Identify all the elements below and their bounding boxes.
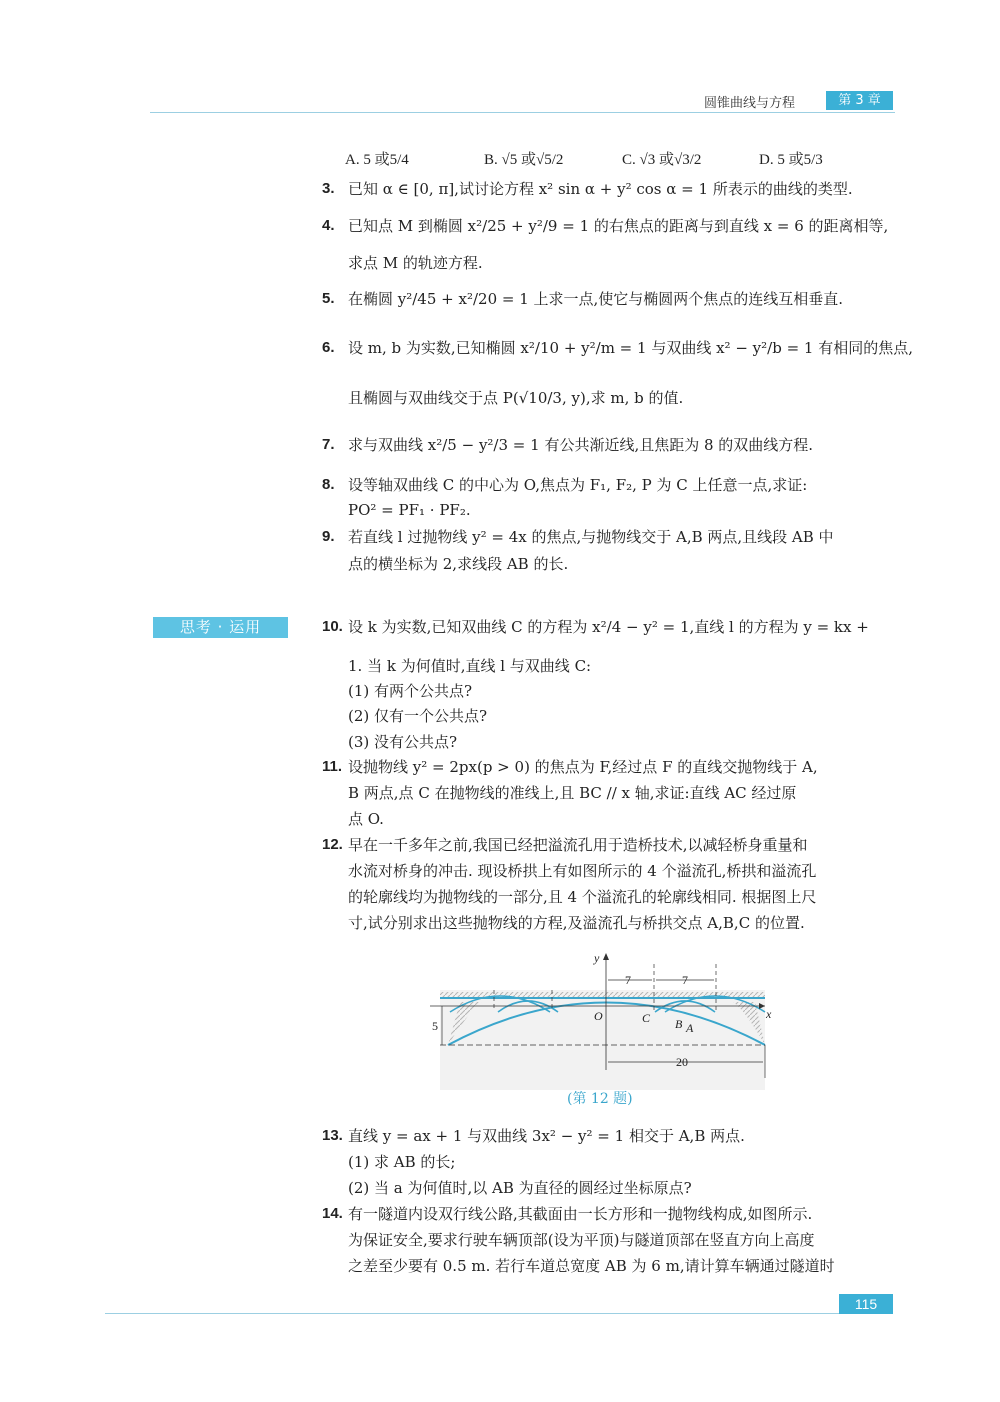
problem-text: PO² = PF₁ · PF₂. [348,501,471,519]
problem-text: 设抛物线 y² = 2px(p > 0) 的焦点为 F,经过点 F 的直线交抛物线于 A, [348,758,818,776]
bridge-arch-figure [430,950,770,1090]
dimension-label: 7 [625,973,631,987]
problem-number: 10. [322,618,343,635]
problem-text: 之差至少要有 0.5 m. 若行车道总宽度 AB 为 6 m,请计算车辆通过隧道时 [348,1257,835,1275]
problem-text: 1. 当 k 为何值时,直线 l 与双曲线 C: [348,657,592,675]
problem-text: 设 m, b 为实数,已知椭圆 x²/10 + y²/m = 1 与双曲线 x² − y²/b = 1 有相同的焦点, [348,339,914,357]
problem-subitem: (1) 求 AB 的长; [348,1153,456,1171]
dimension-label: 5 [432,1019,438,1033]
problem-text: B 两点,点 C 在抛物线的准线上,且 BC // x 轴,求证:直线 AC 经过原 [348,784,797,802]
problem-text: 水流对桥身的冲击. 现设桥拱上有如图所示的 4 个溢流孔,桥拱和溢流孔 [348,862,817,880]
problem-text: 设 k 为实数,已知双曲线 C 的方程为 x²/4 − y² = 1,直线 l 的方程为 y = kx + [348,618,869,636]
problem-text: 点 O. [348,810,384,828]
option-d: D. 5 或5/3 [759,152,823,168]
problem-text: 已知点 M 到椭圆 x²/25 + y²/9 = 1 的右焦点的距离与到直线 x = 6 的距离相等, [348,217,889,235]
problem-text: 已知 α ∈ [0, π],试讨论方程 x² sin α + y² cos α = 1 所表示的曲线的类型. [348,180,853,198]
figure-background [440,990,765,1090]
option-b: B. √5 或√5/2 [484,152,564,168]
point-b-label: B [675,1017,683,1031]
problem-subitem: (3) 没有公共点? [348,733,458,751]
point-a-label: A [686,1021,694,1035]
problem-text: 为保证安全,要求行驶车辆顶部(设为平顶)与隧道顶部在竖直方向上高度 [348,1231,815,1249]
problem-number: 6. [322,339,335,356]
dimension-label: 20 [676,1055,688,1069]
problem-number: 8. [322,476,335,493]
header-rule [150,112,895,113]
problem-subitem: (1) 有两个公共点? [348,682,473,700]
problem-number: 13. [322,1127,343,1144]
problem-number: 7. [322,436,335,453]
problem-subitem: (2) 当 a 为何值时,以 AB 为直径的圆经过坐标原点? [348,1179,692,1197]
chapter-tab: 第 3 章 [826,91,893,110]
figure-caption: (第 12 题) [567,1091,633,1107]
problem-number: 4. [322,217,335,234]
problem-text: 点的横坐标为 2,求线段 AB 的长. [348,555,569,573]
problem-number: 5. [322,290,335,307]
problem-text: 求与双曲线 x²/5 − y²/3 = 1 有公共渐近线,且焦距为 8 的双曲线方程. [348,436,814,454]
problem-number: 9. [322,528,335,545]
option-a: A. 5 或5/4 [345,152,409,168]
footer-rule [105,1313,890,1314]
origin-label: O [594,1009,603,1023]
problem-text: 早在一千多年之前,我国已经把溢流孔用于造桥技术,以减轻桥身重量和 [348,836,808,854]
problem-text: 且椭圆与双曲线交于点 P(√10/3, y),求 m, b 的值. [348,389,684,407]
x-axis-label: x [766,1007,772,1021]
problem-number: 3. [322,180,335,197]
problem-number: 11. [322,758,343,775]
problem-text: 在椭圆 y²/45 + x²/20 = 1 上求一点,使它与椭圆两个焦点的连线互相垂直. [348,290,844,308]
problem-text: 有一隧道内设双行线公路,其截面由一长方形和一抛物线构成,如图所示. [348,1205,813,1223]
dimension-label: 7 [682,973,688,987]
header-title: 圆锥曲线与方程 [704,96,796,111]
option-c: C. √3 或√3/2 [622,152,702,168]
page-number: 115 [839,1294,893,1314]
y-axis-label: y [594,951,600,965]
problem-number: 12. [322,836,343,853]
problem-text: 若直线 l 过抛物线 y² = 4x 的焦点,与抛物线交于 A,B 两点,且线段 AB 中 [348,528,834,546]
problem-text: 求点 M 的轨迹方程. [348,254,483,272]
section-badge: 思考 · 运用 [153,617,288,638]
problem-number: 14. [322,1205,343,1222]
problem-subitem: (2) 仅有一个公共点? [348,707,488,725]
problem-text: 的轮廓线均为抛物线的一部分,且 4 个溢流孔的轮廓线相同. 根据图上尺 [348,888,817,906]
problem-text: 寸,试分别求出这些抛物线的方程,及溢流孔与桥拱交点 A,B,C 的位置. [348,914,805,932]
problem-text: 直线 y = ax + 1 与双曲线 3x² − y² = 1 相交于 A,B 两点. [348,1127,745,1145]
y-axis-arrow [603,953,609,960]
point-c-label: C [642,1011,651,1025]
problem-text: 设等轴双曲线 C 的中心为 O,焦点为 F₁, F₂, P 为 C 上任意一点,求证: [348,476,808,494]
